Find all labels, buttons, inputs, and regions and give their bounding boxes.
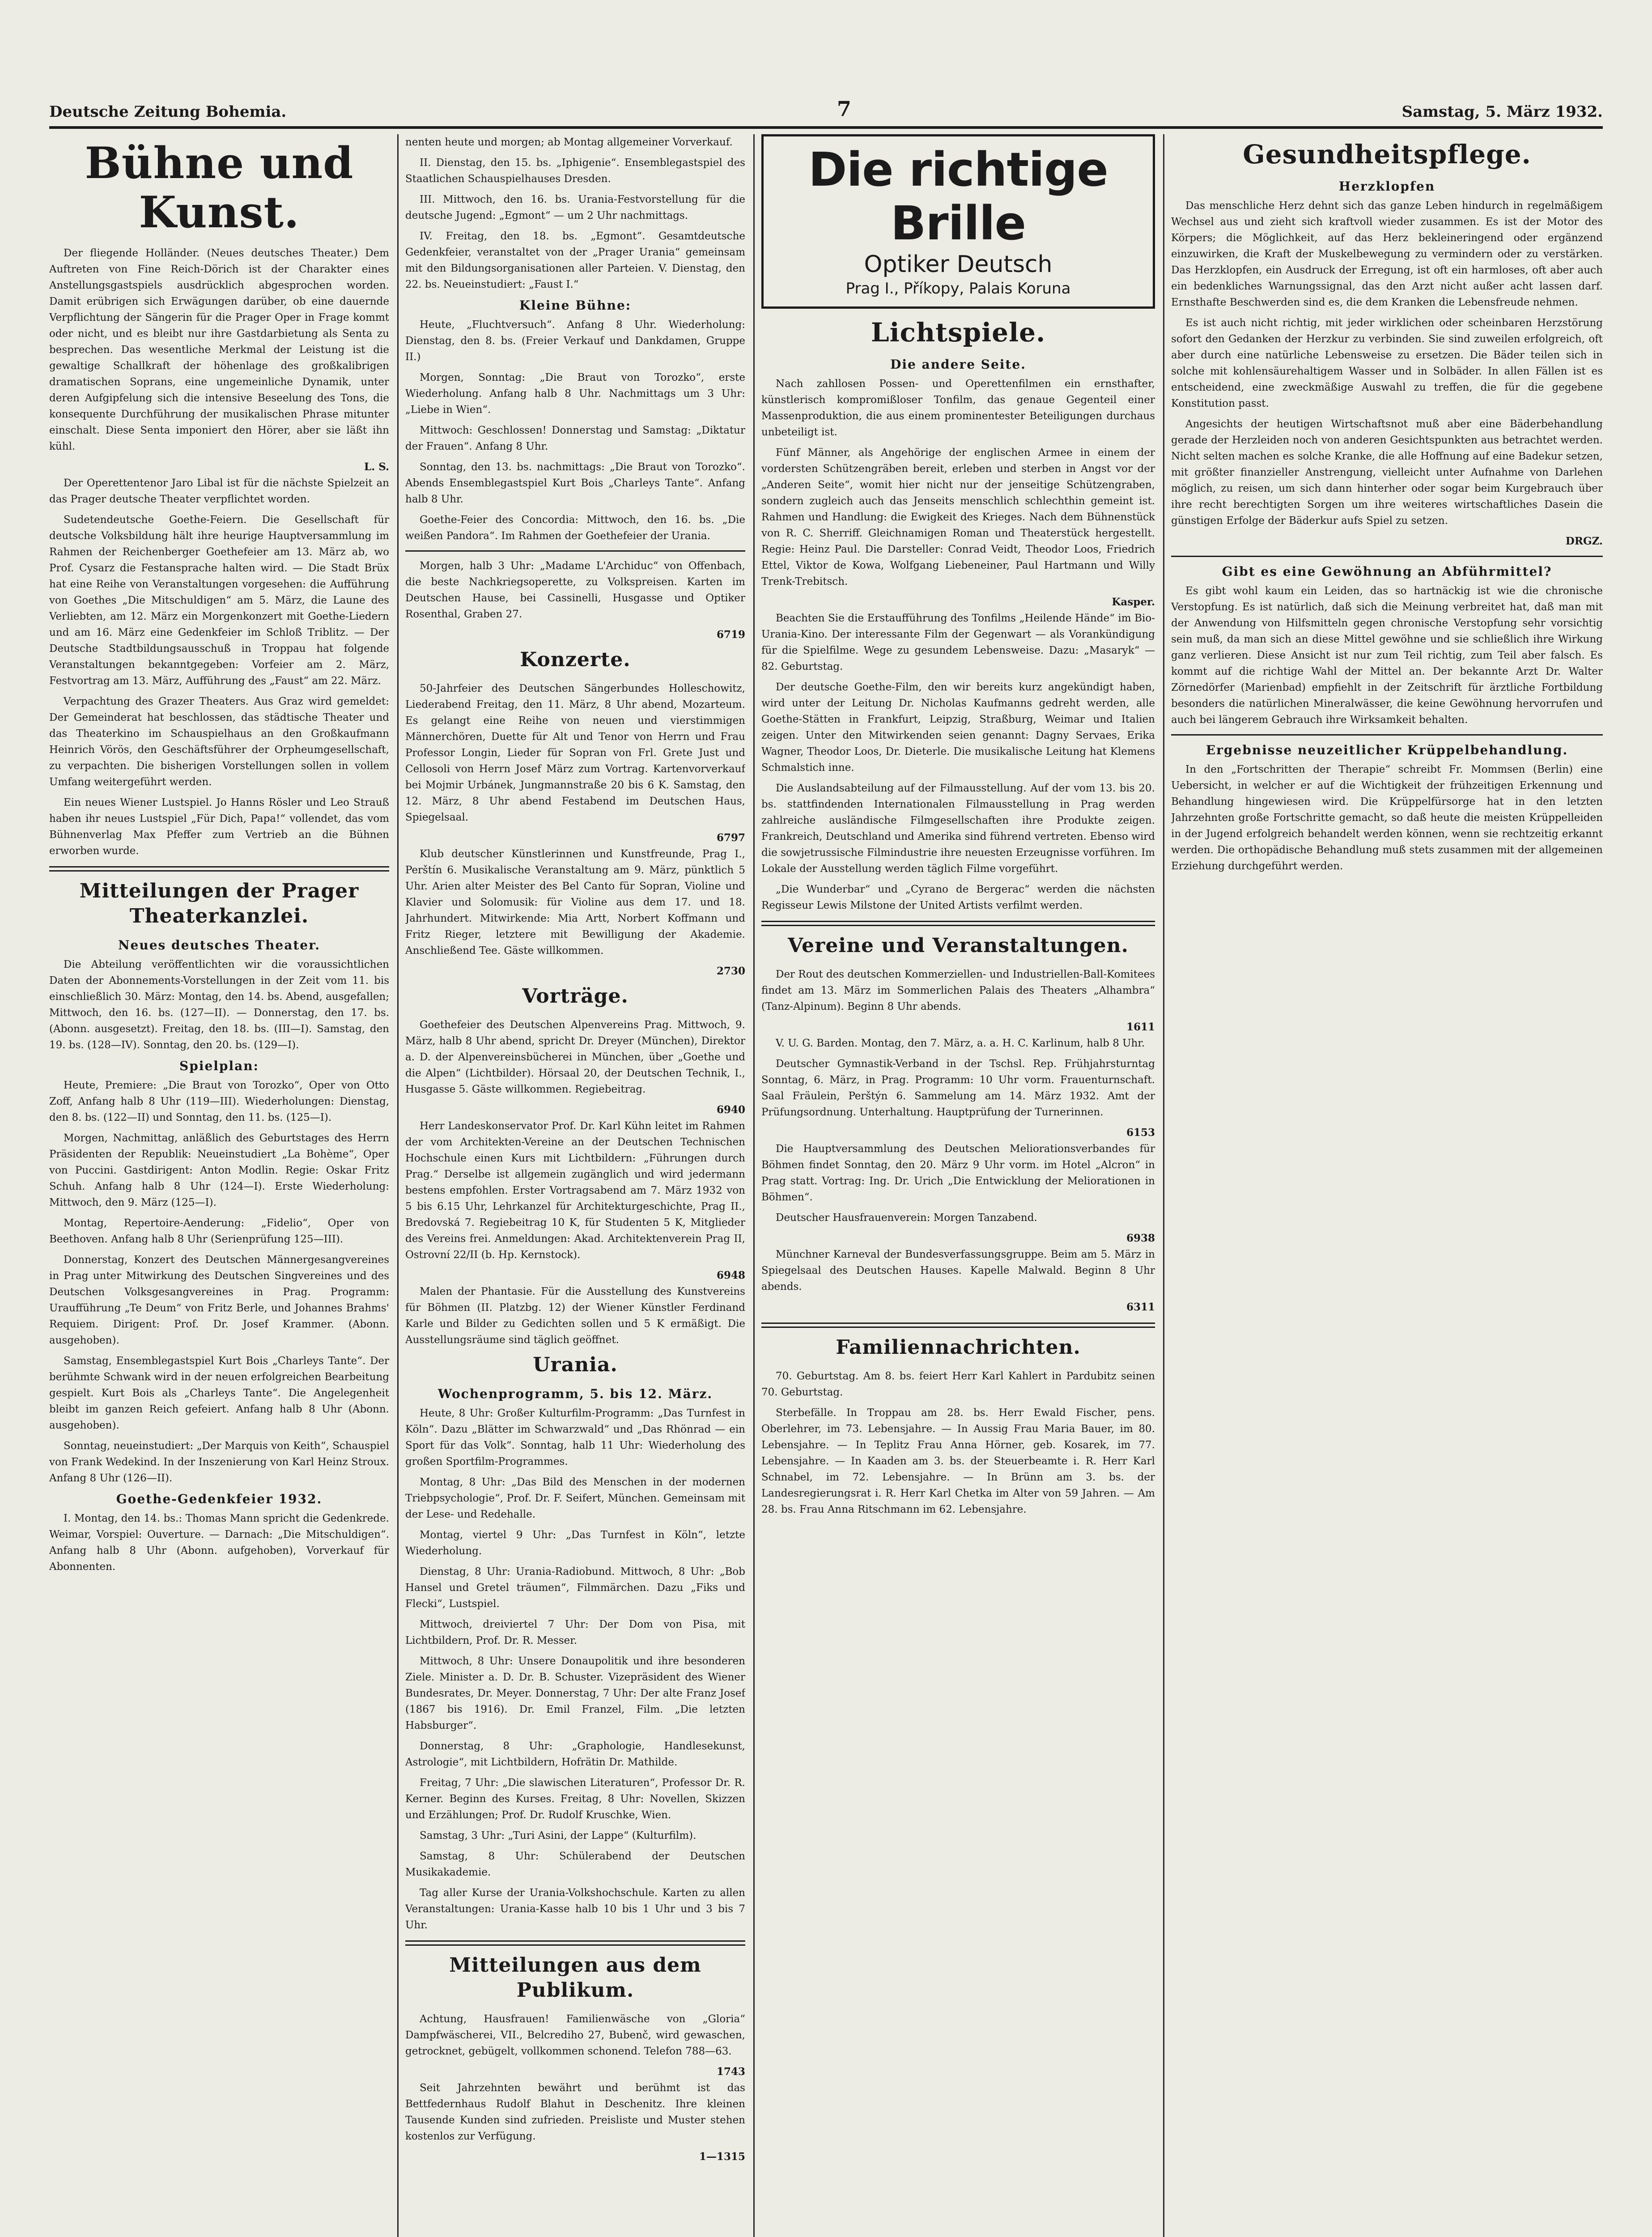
section-title-konzerte: Konzerte. bbox=[520, 648, 631, 671]
article-signature: Kasper. bbox=[1112, 596, 1155, 608]
column-rule bbox=[397, 134, 399, 2237]
article-paragraph: II. Dienstag, den 15. bs. „Iphigenie“. Ensemblegastspiel des Staatlichen Schauspielhauses Dresden. bbox=[405, 157, 745, 185]
article-paragraph: Heute, Premiere: „Die Braut von Torozko“, Oper von Otto Zoff, Anfang halb 8 Uhr (119—III). Wiederholungen: Dienstag, den 8. bs. (122—II) und Sonntag, den 11. bs. (125—I). bbox=[49, 1080, 389, 1123]
article-paragraph: Mittwoch, dreiviertel 7 Uhr: Der Dom von Pisa, mit Lichtbildern, Prof. Dr. R. Messer. bbox=[405, 1619, 745, 1646]
article-paragraph: I. Montag, den 14. bs.: Thomas Mann spricht die Gedenkrede. Weimar, Vorspiel: Ouverture. — Darnach: „Die Mitschuldigen“. Anfang halb 8 Uhr (Abonn. aufgehoben), Vorverkauf für Abonnenten. bbox=[49, 1513, 389, 1573]
column-3 bbox=[761, 134, 1155, 2237]
reference-number: 6797 bbox=[716, 832, 745, 844]
ad-headline: Die richtige Brille bbox=[808, 142, 1108, 251]
page-number: 7 bbox=[837, 97, 851, 121]
reference-number: 1611 bbox=[1126, 1021, 1155, 1033]
article-paragraph: Herr Landeskonservator Prof. Dr. Karl Kühn leitet im Rahmen der vom Architekten-Vereine an der Deutschen Technischen Hochschule einen Kurs mit Lichtbildern: „Führungen durch Prag.“ Derselbe ist allgemein zugänglich und wird jedermann bestens empfohlen. Erster Vortragsabend am 7. März 1932 von 5 bis 6.15 Uhr, Lehrkanzel für Architekturgeschichte, Prag II., Bredovská 7. Regiebeitrag 10 K, für Studenten 5 K, Mitglieder des Vereins frei. Anmeldungen: Akad. Architektenverein Prag II, Ostrovní 22/II (b. Hp. Kernstock). bbox=[405, 1120, 745, 1261]
article-paragraph: Malen der Phantasie. Für die Ausstellung des Kunstvereins für Böhmen (II. Platzbg. 12) der Wiener Künstler Ferdinand Karle und Bilder zu Gedichten sollen und 5 K ermäßigt. Die Ausstellungsräume sind täglich geöffnet. bbox=[405, 1286, 745, 1346]
article-signature: L. S. bbox=[364, 461, 389, 473]
divider bbox=[405, 550, 745, 552]
article-paragraph: V. U. G. Barden. Montag, den 7. März, a. a. H. C. Karlinum, halb 8 Uhr. bbox=[776, 1038, 1145, 1049]
column-2 bbox=[405, 134, 745, 2237]
article-paragraph: Deutscher Gymnastik-Verband in der Tschsl. Rep. Frühjahrsturntag Sonntag, 6. März, in Prag. Programm: 10 Uhr vorm. Frauenturnschaft. Saal Fräulein, Perštýn 6. Sammelung am 14. März 1932. Amt der Prüfungsordnung. Unterhaltung. Hauptprüfung der Turnerinnen. bbox=[761, 1058, 1155, 1118]
column-4 bbox=[1171, 134, 1603, 2237]
article-paragraph: Achtung, Hausfrauen! Familienwäsche von „Gloria“ Dampfwäscherei, VII., Belcrediho 27, Bubenč, wird gewaschen, getrocknet, gebügelt, vollkommen schonend. Telefon 788—63. bbox=[405, 2013, 745, 2057]
article-paragraph: Samstag, 8 Uhr: Schülerabend der Deutschen Musikakademie. bbox=[405, 1850, 745, 1878]
section-title-gesundheitspflege: Gesundheitspflege. bbox=[1243, 139, 1531, 170]
article-paragraph: Morgen, Sonntag: „Die Braut von Torozko“, erste Wiederholung. Anfang halb 8 Uhr. Nachmittags um 3 Uhr: „Liebe in Wien“. bbox=[405, 372, 745, 416]
section-divider bbox=[405, 1940, 745, 1946]
article-paragraph: Goethefeier des Deutschen Alpenvereins Prag. Mittwoch, 9. März, halb 8 Uhr abend, spricht Dr. Dreyer (München), Direktor a. D. der Alpenvereinsbücherei in München, über „Goethe und die Alpen“ (Lichtbilder). Hörsaal 20, der Deutschen Technik, I., Husgasse 5. Gäste willkommen. Regiebeitrag. bbox=[405, 1019, 745, 1095]
article-paragraph: Goethe-Feier des Concordia: Mittwoch, den 16. bs. „Die weißen Pandora“. Im Rahmen der Goethefeier der Urania. bbox=[405, 514, 745, 542]
article-paragraph: Tag aller Kurse der Urania-Volkshochschule. Karten zu allen Veranstaltungen: Urania-Kasse halb 10 bis 1 Uhr und 3 bis 7 Uhr. bbox=[405, 1887, 745, 1931]
article-paragraph: Das menschliche Herz dehnt sich das ganze Leben hindurch in regelmäßigem Wechsel aus und zieht sich kraftvoll wieder zusammen. Es ist der Motor des Körpers; die Möglichkeit, auf das Herz bekleineringend oder ergänzend einzuwirken, die Kraft der Muskelbewegung zu vermindern oder zu verstärken. Das Herzklopfen, ein Ausdruck der Erregung, ist oft ein harmloses, oft aber auch ein bedenkliches Warnungssignal, das den Arzt nicht außer acht lassen darf. Ernsthafte Beschwerden sind es, die dem Kranken die Lebensfreude nehmen. bbox=[1171, 200, 1603, 308]
article-paragraph: Sonntag, den 13. bs. nachmittags: „Die Braut von Torozko“. Abends Ensemblegastspiel Kurt Bois „Charleys Tante“. Anfang halb 8 Uhr. bbox=[405, 461, 745, 505]
reference-number: 1743 bbox=[716, 2066, 745, 2078]
divider bbox=[1171, 734, 1603, 736]
column-rule bbox=[753, 134, 755, 2237]
article-paragraph: 70. Geburtstag. Am 8. bs. feiert Herr Karl Kahlert in Pardubitz seinen 70. Geburtstag. bbox=[761, 1370, 1155, 1398]
reference-number: 6153 bbox=[1126, 1127, 1155, 1139]
subheading: Gibt es eine Gewöhnung an Abführmittel? bbox=[1222, 564, 1552, 579]
article-paragraph: Morgen, halb 3 Uhr: „Madame L'Archiduc“ von Offenbach, die beste Nachkriegsoperette, zu Volkspreisen. Karten im Deutschen Hause, bei Cassinelli, Husgasse und Optiker Rosenthal, Graben 27. bbox=[405, 560, 745, 620]
article-paragraph: Sudetendeutsche Goethe-Feiern. Die Gesellschaft für deutsche Volksbildung hält ihre heurige Hauptversammlung im Rahmen der Reichenberger Goethefeier am 13. März ab, wo Prof. Cysarz die Festansprache halten wird. — Die Stadt Brüx hat eine Reihe von Veranstaltungen vorgesehen: die Aufführung von Goethes „Die Mitschuldigen“ am 5. März, die Laune des Verliebten, am 12. März ein Morgenkonzert mit Goethe-Liedern und am 16. März eine Gedenkfeier im Schloß Triblitz. — Der Deutsche Stadtbildungsausschuß in Troppau hat folgende Veranstaltungen bekanntgegeben: Vorfeier am 2. März, Festvortrag am 13. März, Aufführung des „Faust“ am 22. März. bbox=[49, 514, 389, 687]
article-paragraph: Sterbefälle. In Troppau am 28. bs. Herr Ewald Fischer, pens. Oberlehrer, im 73. Lebensjahre. — In Aussig Frau Maria Bauer, im 80. Lebensjahre. — In Teplitz Frau Anna Hörner, geb. Kosarek, im 77. Lebensjahre. — In Kaaden am 3. bs. der Steuerbeamte i. R. Herr Karl Schnabel, im 72. Lebensjahre. — In Brünn am 3. bs. der Landesregierungsrat i. R. Herr Karl Chetka im Alter von 59 Jahren. — Am 28. bs. Frau Anna Ritschmann im 62. Lebensjahre. bbox=[761, 1407, 1155, 1515]
section-divider bbox=[761, 921, 1155, 926]
reference-number: 6719 bbox=[716, 629, 745, 641]
section-divider bbox=[49, 866, 389, 872]
reference-number: 6948 bbox=[716, 1269, 745, 1281]
article-paragraph: Nach zahllosen Possen- und Operettenfilmen ein ernsthafter, künstlerisch kompromißloser Tonfilm, das genaue Gegenteil einer Massenproduktion, die aus einem prominentester Beteiligungen durchaus unbeteiligt ist. bbox=[761, 378, 1155, 438]
section-title-theaterkanzlei: Mitteilungen der Prager Theaterkanzlei. bbox=[79, 880, 359, 927]
column-rule bbox=[1163, 134, 1164, 2237]
article-paragraph: Samstag, 3 Uhr: „Turi Asini, der Lappe“ (Kulturfilm). bbox=[420, 1830, 696, 1841]
section-title-urania: Urania. bbox=[533, 1353, 618, 1376]
article-paragraph: Donnerstag, Konzert des Deutschen Männergesangvereines in Prag unter Mitwirkung des Deutschen Singvereines und des Deutschen Volksgesangvereines in Prag. Programm: Uraufführung „Te Deum“ von Fritz Berle, und Johannes Brahms' Requiem. Dirigent: Prof. Dr. Josef Krammer. (Abonn. ausgehoben). bbox=[49, 1254, 389, 1346]
article-paragraph: Es gibt wohl kaum ein Leiden, das so hartnäckig ist wie die chronische Verstopfung. Es ist natürlich, daß sich die Meinung verbreitet hat, daß man mit der Anwendung von Hilfsmitteln gegen chronische Verstopfung sehr vorsichtig sein muß, da man sich an diese Mittel gewöhne und sie schließlich ihre Wirkung ganz verlieren. Diese Ansicht ist nur zum Teil richtig, zum Teil aber falsch. Es kommt auf die richtige Wahl der Mittel an. Der bekannte Arzt Dr. Walter Zörnedörfer (Marienbad) empfiehlt in der Zeitschrift für ärztliche Fortbildung besonders die natürlichen Mineralwässer, die keine Gewöhnung hervorrufen und auch bei längerem Gebrauch ihre Wirksamkeit behalten. bbox=[1171, 585, 1603, 726]
reference-number: 2730 bbox=[716, 965, 745, 977]
article-paragraph: Der Operettentenor Jaro Libal ist für die nächste Spielzeit an das Prager deutsche Theater verpflichtet worden. bbox=[49, 477, 389, 505]
article-paragraph: Dienstag, 8 Uhr: Urania-Radiobund. Mittwoch, 8 Uhr: „Bob Hansel und Gretel träumen“, Filmmärchen. Dazu „Fiks und Flecki“, Lustspiel. bbox=[405, 1566, 745, 1610]
article-paragraph: „Die Wunderbar“ und „Cyrano de Bergerac“ werden die nächsten Regisseur Lewis Milstone der United Artists verfilmt werden. bbox=[761, 884, 1155, 911]
article-paragraph: Sonntag, neueinstudiert: „Der Marquis von Keith“, Schauspiel von Frank Wedekind. In der Inszenierung von Karl Heinz Stroux. Anfang 8 Uhr (126—II). bbox=[49, 1440, 389, 1484]
section-title-buehne: Bühne und Kunst. bbox=[85, 138, 354, 238]
article-paragraph: Die Hauptversammlung des Deutschen Meliorationsverbandes für Böhmen findet Sonntag, den 20. März 9 Uhr vorm. im Hotel „Alcron“ in Prag statt. Vortrag: Ing. Dr. Urich „Die Entwicklung der Meliorationen in Böhmen“. bbox=[761, 1143, 1155, 1203]
paper-name: Deutsche Zeitung Bohemia. bbox=[49, 103, 287, 121]
masthead bbox=[49, 94, 1603, 129]
section-divider bbox=[761, 1323, 1155, 1328]
article-paragraph: 50-Jahrfeier des Deutschen Sängerbundes Holleschowitz, Liederabend Freitag, den 11. März, 8 Uhr abend, Mozarteum. Es gelangt eine Reihe von neuen und vierstimmigen Männerchören, Duette für Alt und Tenor von Herrn und Frau Professor Longin, Lieder für Sopran von Frl. Grete Just und Cellosoli von Herrn Josef März zum Vortrag. Kartenvorverkauf bei Mojmir Urbánek, Jungmannstraße 20 bis 6 K. Samstag, den 12. März, 8 Uhr abend Festabend im Deutschen Haus, Spiegelsaal. bbox=[405, 683, 745, 823]
subheading: Goethe-Gedenkfeier 1932. bbox=[116, 1492, 323, 1506]
section-title-vereine: Vereine und Veranstaltungen. bbox=[788, 934, 1129, 957]
divider bbox=[1171, 556, 1603, 557]
article-paragraph: III. Mittwoch, den 16. bs. Urania-Festvorstellung für die deutsche Jugend: „Egmont“ — um 2 Uhr nachmittags. bbox=[405, 194, 745, 221]
subheading: Kleine Bühne: bbox=[519, 298, 632, 313]
column-1 bbox=[49, 134, 389, 2237]
article-paragraph: Der fliegende Holländer. (Neues deutsches Theater.) Dem Auftreten von Fine Reich-Dörich ist der Charakter eines Anstellungsgastspiels ausdrücklich abgesprochen worden. Damit erübrigen sich Erwägungen darüber, ob eine dauernde Verpflichtung der Sängerin für die Prager Oper in Frage kommt oder nicht, und es bleibt nur ihre Gastdarbietung als Senta zu besprechen. Das wesentliche Merkmal der Leistung ist die gewaltige Schallkraft der höhenlage des großkalibrigen dramatischen Soprans, eine ungemeinliche Dynamik, unter deren Aufgipfelung sich die intensive Beseelung des Tons, die konsequente Durchführung der musikalischen Phrase mitunter einschalt. Diese Senta imponiert den Hörer, aber sie läßt ihn kühl. bbox=[49, 247, 389, 452]
article-paragraph: Deutscher Hausfrauenverein: Morgen Tanzabend. bbox=[776, 1212, 1037, 1224]
article-paragraph: Fünf Männer, als Angehörige der englischen Armee in einem der vordersten Schützengräben bereit, erleben und sterben in Angst vor der „Anderen Seite“, womit hier nicht nur der jenseitige Schützengraben, sondern zugleich auch das Jenseits menschlich schlechthin gemeint ist. Rahmen und Handlung: die Ewigkeit des Krieges. Nach dem Bühnenstück von R. C. Sherriff. Gleichnamigen Roman und Theaterstück hergestellt. Regie: Heinz Paul. Die Darsteller: Conrad Veidt, Theodor Loos, Friedrich Ettel, Viktor de Kowa, Wolfgang Liebeneiner, Paul Hartmann und Willy Trenk-Trebitsch. bbox=[761, 447, 1155, 587]
article-paragraph: Samstag, Ensemblegastspiel Kurt Bois „Charleys Tante“. Der berühmte Schwank wird in der neuen erfolgreichen Bearbeitung gespielt. Kurt Bois als „Charleys Tante“. Die Angelegenheit bleibt im ganzen Reich gefeiert. Anfang halb 8 Uhr (Abonn. ausgehoben). bbox=[49, 1355, 389, 1431]
article-paragraph: Seit Jahrzehnten bewährt und berühmt ist das Bettfedernhaus Rudolf Blahut in Deschenitz. Ihre kleinen Tausende Kunden sind zufrieden. Preisliste und Muster stehen kostenlos zur Verfügung. bbox=[405, 2082, 745, 2142]
subheading: Die andere Seite. bbox=[890, 357, 1026, 372]
article-paragraph: Der deutsche Goethe-Film, den wir bereits kurz angekündigt haben, wird unter der Leitung Dr. Nicholas Kaufmanns gedreht werden, alle Goethe-Stätten in Frankfurt, Leipzig, Straßburg, Weimar und Italien zeigen. Unter den Mitwirkenden seien genannt: Dagny Servaes, Erika Wagner, Theodor Loos, Dr. Dieterle. Die musikalische Leitung hat Klemens Schmalstich inne. bbox=[761, 681, 1155, 774]
article-paragraph: Verpachtung des Grazer Theaters. Aus Graz wird gemeldet: Der Gemeinderat hat beschlossen, das städtische Theater und das Theaterkino im Schauspielhaus an den Großkaufmann Heinrich Vörös, den Geschäftsführer der Orpheumgesellschaft, zu verpachten. Die bisherigen Vorstellungen sollen in vollem Umfang weitergeführt werden. bbox=[49, 696, 389, 788]
reference-number: 6311 bbox=[1126, 1301, 1155, 1313]
article-paragraph: Montag, viertel 9 Uhr: „Das Turnfest in Köln“, letzte Wiederholung. bbox=[405, 1529, 745, 1557]
article-paragraph: Morgen, Nachmittag, anläßlich des Geburtstages des Herrn Präsidenten der Republik: Neueinstudiert „La Bohème“, Oper von Puccini. Gastdirigent: Anton Modlin. Regie: Oskar Fritz Schuh. Anfang halb 8 Uhr (124—I). Erste Wiederholung: Mittwoch, den 9. März (125—I). bbox=[49, 1132, 389, 1208]
article-paragraph: Heute, „Fluchtversuch“. Anfang 8 Uhr. Wiederholung: Dienstag, den 8. bs. (Freier Verkauf und Dankdamen, Gruppe II.) bbox=[405, 319, 745, 363]
section-title-familie: Familiennachrichten. bbox=[836, 1336, 1081, 1359]
optician-advertisement bbox=[761, 134, 1155, 309]
article-paragraph: Freitag, 7 Uhr: „Die slawischen Literaturen“, Professor Dr. R. Kerner. Beginn des Kurses. Freitag, 8 Uhr: Novellen, Skizzen und Erzählungen; Prof. Dr. Rudolf Kruschke, Wien. bbox=[405, 1777, 745, 1821]
article-paragraph: Beachten Sie die Erstaufführung des Tonfilms „Heilende Hände“ im Bio-Urania-Kino. Der interessante Film der Gegenwart — als Vorankündigung für die Spielfilme. Wege zu gesundem Lebensweise. Dazu: „Masaryk“ — 82. Geburtstag. bbox=[761, 612, 1155, 672]
article-paragraph: Die Auslandsabteilung auf der Filmausstellung. Auf der vom 13. bis 20. bs. stattfindenden Internationalen Filmausstellung in Prag werden zahlreiche ausländische Filmgesellschaften ihre Produkte zeigen. Frankreich, Deutschland und Amerika sind führend vertreten. Ebenso wird die sowjetrussische Filmindustrie ihre neuesten Erzeugnisse vorführen. Im Lokale der Ausstellung werden täglich Filme vorgeführt. bbox=[761, 783, 1155, 875]
section-title-vortraege: Vorträge. bbox=[522, 985, 629, 1008]
article-paragraph: Montag, Repertoire-Aenderung: „Fidelio“, Oper von Beethoven. Anfang halb 8 Uhr (Serienprüfung 125—III). bbox=[49, 1217, 389, 1245]
article-paragraph: Mittwoch: Geschlossen! Donnerstag und Samstag: „Diktatur der Frauen“. Anfang 8 Uhr. bbox=[405, 425, 745, 452]
article-paragraph: Heute, 8 Uhr: Großer Kulturfilm-Programm: „Das Turnfest in Köln“. Dazu „Blätter im Schwarzwald“ und „Das Rhönrad — ein Sport für das Volk“. Sonntag, halb 11 Uhr: Wiederholung des großen Sportfilm-Programmes. bbox=[405, 1408, 745, 1467]
subheading: Neues deutsches Theater. bbox=[118, 938, 321, 953]
article-paragraph: Donnerstag, 8 Uhr: „Graphologie, Handlesekunst, Astrologie“, mit Lichtbildern, Hofrätin Dr. Mathilde. bbox=[405, 1740, 745, 1768]
article-paragraph: Montag, 8 Uhr: „Das Bild des Menschen in der modernen Triebpsychologie“, Prof. Dr. F. Seifert, München. Gemeinsam mit der Lese- und Redehalle. bbox=[405, 1476, 745, 1520]
article-paragraph: Ein neues Wiener Lustspiel. Jo Hanns Rösler und Leo Strauß haben ihr neues Lustspiel „Für Dich, Papa!“ vollendet, das vom Bühnenverlag Max Pfeffer zum Vertrieb an die Bühnen erworben wurde. bbox=[49, 797, 389, 857]
reference-number: 1—1315 bbox=[699, 2151, 745, 2163]
subheading: Wochenprogramm, 5. bis 12. März. bbox=[437, 1386, 713, 1401]
article-paragraph: nenten heute und morgen; ab Montag allgemeiner Vorverkauf. bbox=[405, 136, 733, 148]
article-signature: DRGZ. bbox=[1565, 535, 1603, 547]
issue-date: Samstag, 5. März 1932. bbox=[1401, 103, 1603, 121]
article-paragraph: Mittwoch, 8 Uhr: Unsere Donaupolitik und ihre besonderen Ziele. Minister a. D. Dr. B. Schuster. Vizepräsident des Wiener Bundesrates, Dr. Meyer. Donnerstag, 7 Uhr: Der alte Franz Josef (1867 bis 1916). Dr. Emil Franzel, Film. „Die letzten Habsburger“. bbox=[405, 1655, 745, 1731]
subheading: Ergebnisse neuzeitlicher Krüppelbehandlung. bbox=[1206, 743, 1568, 757]
article-paragraph: Münchner Karneval der Bundesverfassungsgruppe. Beim am 5. März in Spiegelsaal des Deutschen Hauses. Kapelle Malwald. Beginn 8 Uhr abends. bbox=[761, 1249, 1155, 1293]
subheading: Spielplan: bbox=[179, 1059, 259, 1073]
section-title-mitteilungen: Mitteilungen aus dem Publikum. bbox=[449, 1954, 701, 2002]
subheading: Herzklopfen bbox=[1338, 179, 1435, 194]
article-paragraph: Die Abteilung veröffentlichten wir die voraussichtlichen Daten der Abonnements-Vorstellungen in der Zeit vom 11. bis einschließlich 30. März: Montag, den 14. bs. Abend, ausgefallen; Mittwoch, den 16. bs. (127—II). — Donnerstag, den 17. bs. (Abonn. ausgesetzt). Freitag, den 18. bs. (III—I). Samstag, den 19. bs. (128—IV). Sonntag, den 20. bs. (129—I). bbox=[49, 959, 389, 1051]
reference-number: 6940 bbox=[716, 1104, 745, 1116]
ad-address: Prag I., Příkopy, Palais Koruna bbox=[845, 280, 1071, 298]
article-paragraph: Der Rout des deutschen Kommerziellen- und Industriellen-Ball-Komitees findet am 13. März im Sommerlichen Palais des Theaters „Alhambra“ (Tanz-Alpinum). Beginn 8 Uhr abends. bbox=[761, 969, 1155, 1012]
article-paragraph: Angesichts der heutigen Wirtschaftsnot muß aber eine Bäderbehandlung gerade der Herzleiden noch von anderen Gesichtspunkten aus betrachtet werden. Nicht selten machen es solche Kranke, die alle Hoffnung auf eine Badekur setzen, mit größter finanzieller Anstrengung, vielleicht unter Aufnahme von Darlehen möglich, zu reisen, um sich dann hinterher oder sogar beim Kurgebrauch über ihre recht berechtigten Sorgen um ihre weiteres wirtschaftliches Dasein die günstigen Erfolge der Bäderkur aufs Spiel zu setzen. bbox=[1171, 418, 1603, 527]
article-paragraph: IV. Freitag, den 18. bs. „Egmont“. Gesamtdeutsche Gedenkfeier, veranstaltet von der „Prager Urania“ gemeinsam mit den Bildungsorganisationen aller Parteien. V. Dienstag, den 22. bs. Neueinstudiert: „Faust I.“ bbox=[405, 230, 745, 290]
article-paragraph: In den „Fortschritten der Therapie“ schreibt Fr. Mommsen (Berlin) eine Uebersicht, in welcher er auf die Wichtigkeit der frühzeitigen Erkennung und Behandlung hingewiesen wird. Die Krüppelfürsorge hat in den letzten Jahrzehnten große Fortschritte gemacht, so daß heute die meisten Krüppelleiden in der Jugend erfolgreich behandelt werden können, wenn sie rechtzeitig erkannt werden. Die orthopädische Behandlung muß stets zusammen mit der allgemeinen Erziehung durchgeführt werden. bbox=[1171, 764, 1603, 872]
reference-number: 6938 bbox=[1126, 1232, 1155, 1244]
ad-company: Optiker Deutsch bbox=[864, 251, 1053, 278]
article-paragraph: Klub deutscher Künstlerinnen und Kunstfreunde, Prag I., Perštín 6. Musikalische Veranstaltung am 9. März, pünktlich 5 Uhr. Arien alter Meister des Bel Canto für Sopran, Violine und Klavier und Solomusik: für Violine aus dem 17. und 18. Jahrhundert. Mitwirkende: Mia Artt, Norbert Koffmann und Fritz Rieger, letztere mit Bewilligung der Akademie. Anschließend Tee. Gäste willkommen. bbox=[405, 848, 745, 957]
section-title-lichtspiele: Lichtspiele. bbox=[871, 317, 1046, 348]
article-paragraph: Es ist auch nicht richtig, mit jeder wirklichen oder scheinbaren Herzstörung sofort den Gedanken der Herzkur zu verbinden. Sie sind zuweilen erfolgreich, oft aber durch eine natürliche Lebensweise zu ersetzen. Die Bäder teilen sich in solche mit kohlensäurehaltigem Wasser und in Solbäder. In allen Fällen ist es entscheidend, eine zweckmäßige Auswahl zu treffen, die für die gegebene Konstitution passt. bbox=[1171, 317, 1603, 409]
